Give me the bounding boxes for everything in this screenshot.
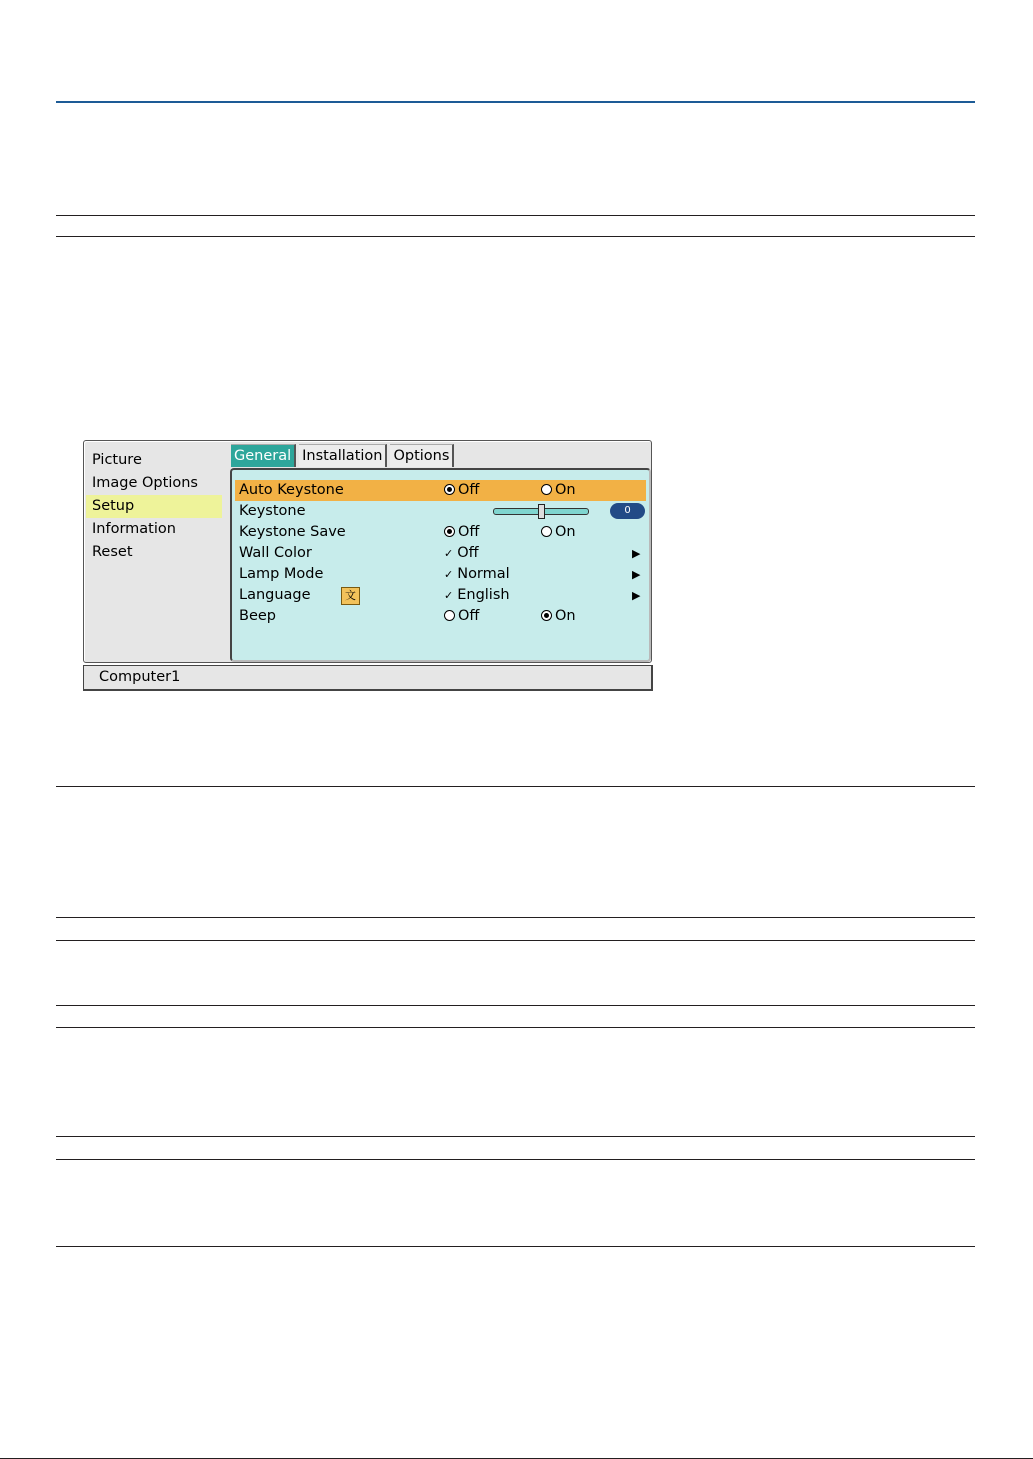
osd-menu <box>83 440 652 692</box>
divider <box>56 940 975 941</box>
option-on[interactable]: On <box>541 522 576 543</box>
side-item-setup[interactable]: Setup <box>86 495 222 518</box>
setting-label: Beep <box>239 608 276 624</box>
option-off[interactable]: Off <box>444 480 479 501</box>
option-off[interactable]: Off <box>444 606 479 627</box>
setting-row-lamp-mode[interactable] <box>235 564 646 585</box>
divider <box>56 1246 975 1247</box>
side-item-information[interactable]: Information <box>92 521 176 537</box>
setting-label: Lamp Mode <box>239 566 324 582</box>
radio-selected-icon <box>444 484 455 495</box>
option-on[interactable]: On <box>541 606 576 627</box>
check-icon: ✓ <box>444 568 454 581</box>
current-value: ✓ Normal <box>444 566 510 582</box>
setting-row-beep[interactable] <box>235 606 646 627</box>
triangle-right-icon[interactable]: ▶ <box>632 589 641 602</box>
current-value: ✓ English <box>444 587 510 603</box>
side-menu <box>86 449 224 564</box>
side-item-image-options[interactable]: Image Options <box>92 475 198 491</box>
radio-unselected-icon <box>541 526 552 537</box>
tab-options[interactable]: Options <box>390 444 454 467</box>
radio-selected-icon <box>541 610 552 621</box>
setting-label: Keystone Save <box>239 524 346 540</box>
keystone-value-badge: 0 <box>610 503 645 519</box>
divider <box>56 236 975 237</box>
divider <box>56 215 975 216</box>
input-source-label: Computer1 <box>99 669 181 685</box>
divider <box>56 1136 975 1137</box>
triangle-right-icon[interactable]: ▶ <box>632 568 641 581</box>
settings-panel <box>230 468 651 662</box>
setting-label: Language <box>239 587 311 603</box>
divider <box>56 917 975 918</box>
setting-label: Wall Color <box>239 545 312 561</box>
tab-installation[interactable]: Installation <box>299 444 387 467</box>
setting-row-keystone[interactable] <box>235 501 646 522</box>
setting-row-auto-keystone[interactable] <box>235 480 646 501</box>
language-icon: 文 <box>341 587 360 605</box>
divider <box>56 1159 975 1160</box>
radio-unselected-icon <box>541 484 552 495</box>
slider-thumb[interactable] <box>538 504 545 519</box>
triangle-right-icon[interactable]: ▶ <box>632 547 641 560</box>
setting-label: Keystone <box>239 503 306 519</box>
setting-label: Auto Keystone <box>239 482 344 498</box>
setting-row-wall-color[interactable] <box>235 543 646 564</box>
divider <box>56 786 975 787</box>
setting-row-language[interactable] <box>235 585 646 606</box>
keystone-slider[interactable] <box>493 508 589 515</box>
side-item-picture[interactable]: Picture <box>92 452 142 468</box>
radio-selected-icon <box>444 526 455 537</box>
setting-row-keystone-save[interactable] <box>235 522 646 543</box>
tab-bar <box>231 444 457 468</box>
check-icon: ✓ <box>444 547 454 560</box>
option-off[interactable]: Off <box>444 522 479 543</box>
divider <box>56 1027 975 1028</box>
header-rule <box>56 101 975 103</box>
status-bar <box>83 665 653 691</box>
tab-general[interactable]: General <box>231 444 296 467</box>
check-icon: ✓ <box>444 589 454 602</box>
current-value: ✓ Off <box>444 545 479 561</box>
osd-frame <box>83 440 652 663</box>
side-item-reset[interactable]: Reset <box>92 544 133 560</box>
divider <box>56 1005 975 1006</box>
option-on[interactable]: On <box>541 480 576 501</box>
radio-unselected-icon <box>444 610 455 621</box>
